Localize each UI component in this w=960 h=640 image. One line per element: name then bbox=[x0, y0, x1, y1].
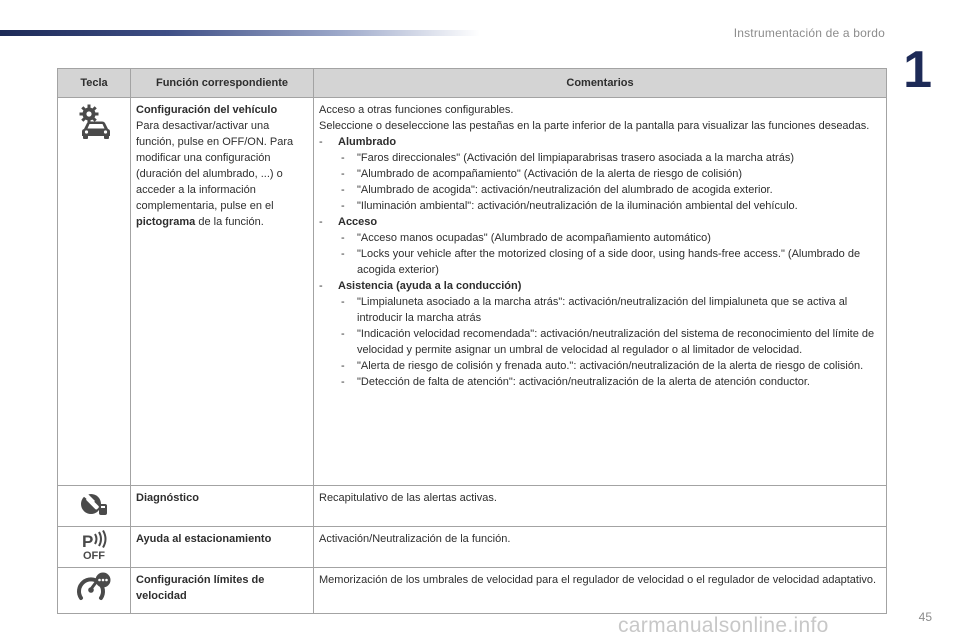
parking-off-label: OFF bbox=[83, 550, 105, 562]
comment-cell: Recapitulativo de las alertas activas. bbox=[314, 486, 887, 527]
function-cell bbox=[131, 98, 314, 486]
comment-cell: Memorización de los umbrales de velocidad para el regulador de velocidad o el regulador de velocidad adaptativo. bbox=[314, 568, 887, 614]
key-cell bbox=[58, 98, 131, 486]
table-row bbox=[58, 486, 887, 527]
table-header-row bbox=[58, 69, 887, 98]
function-description-emphasis: pictograma bbox=[136, 216, 196, 228]
list-item: - "Faros direccionales" (Activación del limpiaparabrisas trasero asociada a la marcha atrás) bbox=[341, 152, 794, 164]
list-item: - "Detección de falta de atención": activación/neutralización de la alerta de atención conductor. bbox=[341, 376, 810, 388]
section-title: Instrumentación de a bordo bbox=[733, 26, 885, 40]
vehicle-settings-icon bbox=[74, 133, 114, 145]
list-item: - "Limpialuneta asociado a la marcha atrás": activación/neutralización del limpialuneta que se activa al introducir la marcha atrás bbox=[341, 296, 848, 324]
function-cell bbox=[131, 527, 314, 568]
comment-cell: Activación/Neutralización de la función. bbox=[314, 527, 887, 568]
list-item: - "Indicación velocidad recomendada": activación/neutralización del sistema de reconocimiento del límite de velocidad y permite asignar un umbral de velocidad al regulador o al limitador de velocidad. bbox=[341, 328, 875, 356]
diagnostic-icon bbox=[79, 509, 109, 521]
key-cell bbox=[58, 486, 131, 527]
column-header-key: Tecla bbox=[58, 69, 131, 98]
parking-aid-off-icon bbox=[79, 530, 109, 562]
table-row bbox=[58, 527, 887, 568]
function-cell bbox=[131, 486, 314, 527]
group-title: - Asistencia (ayuda a la conducción) bbox=[319, 280, 522, 292]
key-cell bbox=[58, 527, 131, 568]
column-header-comments: Comentarios bbox=[314, 69, 887, 98]
function-title: Diagnóstico bbox=[136, 492, 199, 504]
function-title: Configuración del vehículo bbox=[136, 104, 278, 116]
list-item: - "Locks your vehicle after the motorized closing of a side door, using hands-free access." (Alumbrado de acogida exterior) bbox=[341, 248, 861, 276]
column-header-function: Función correspondiente bbox=[131, 69, 314, 98]
table-row bbox=[58, 568, 887, 614]
group-title: - Acceso bbox=[319, 216, 378, 228]
top-gradient-bar bbox=[0, 30, 480, 36]
function-title: Ayuda al estacionamiento bbox=[136, 533, 272, 545]
list-item: - "Alerta de riesgo de colisión y frenada auto.": activación/neutralización de la alerta de riesgo de colisión. bbox=[341, 360, 864, 372]
list-item: - "Acceso manos ocupadas" (Alumbrado de acompañamiento automático) bbox=[341, 232, 711, 244]
comment-intro-2: Seleccione o deseleccione las pestañas en la parte inferior de la pantalla para visualizar las funciones deseadas. bbox=[319, 120, 870, 132]
watermark: carmanualsonline.info bbox=[618, 614, 829, 637]
list-item: - "Alumbrado de acompañamiento" (Activación de la alerta de riesgo de colisión) bbox=[341, 168, 743, 180]
page-number: 45 bbox=[918, 610, 932, 624]
group-title: - Alumbrado bbox=[319, 136, 397, 148]
key-cell bbox=[58, 568, 131, 614]
function-table bbox=[57, 68, 887, 614]
list-item: - "Alumbrado de acogida": activación/neutralización del alumbrado de acogida exterior. bbox=[341, 184, 773, 196]
speed-limit-settings-icon bbox=[76, 595, 112, 607]
table-row bbox=[58, 98, 887, 486]
svg-text:P: P bbox=[82, 532, 94, 550]
function-title: Configuración límites de velocidad bbox=[136, 574, 265, 602]
comment-intro: Acceso a otras funciones configurables. bbox=[319, 104, 514, 116]
chapter-number: 1 bbox=[903, 41, 932, 99]
list-item: - "Iluminación ambiental": activación/neutralización de la iluminación ambiental del vehículo. bbox=[341, 200, 798, 212]
function-cell bbox=[131, 568, 314, 614]
function-description: Para desactivar/activar una función, pulse en OFF/ON. Para modificar una configuración (duración del alumbrado, ...) o acceder a la información complementaria, pulse en el pictograma de la función. bbox=[136, 120, 294, 228]
comment-cell bbox=[314, 98, 887, 486]
